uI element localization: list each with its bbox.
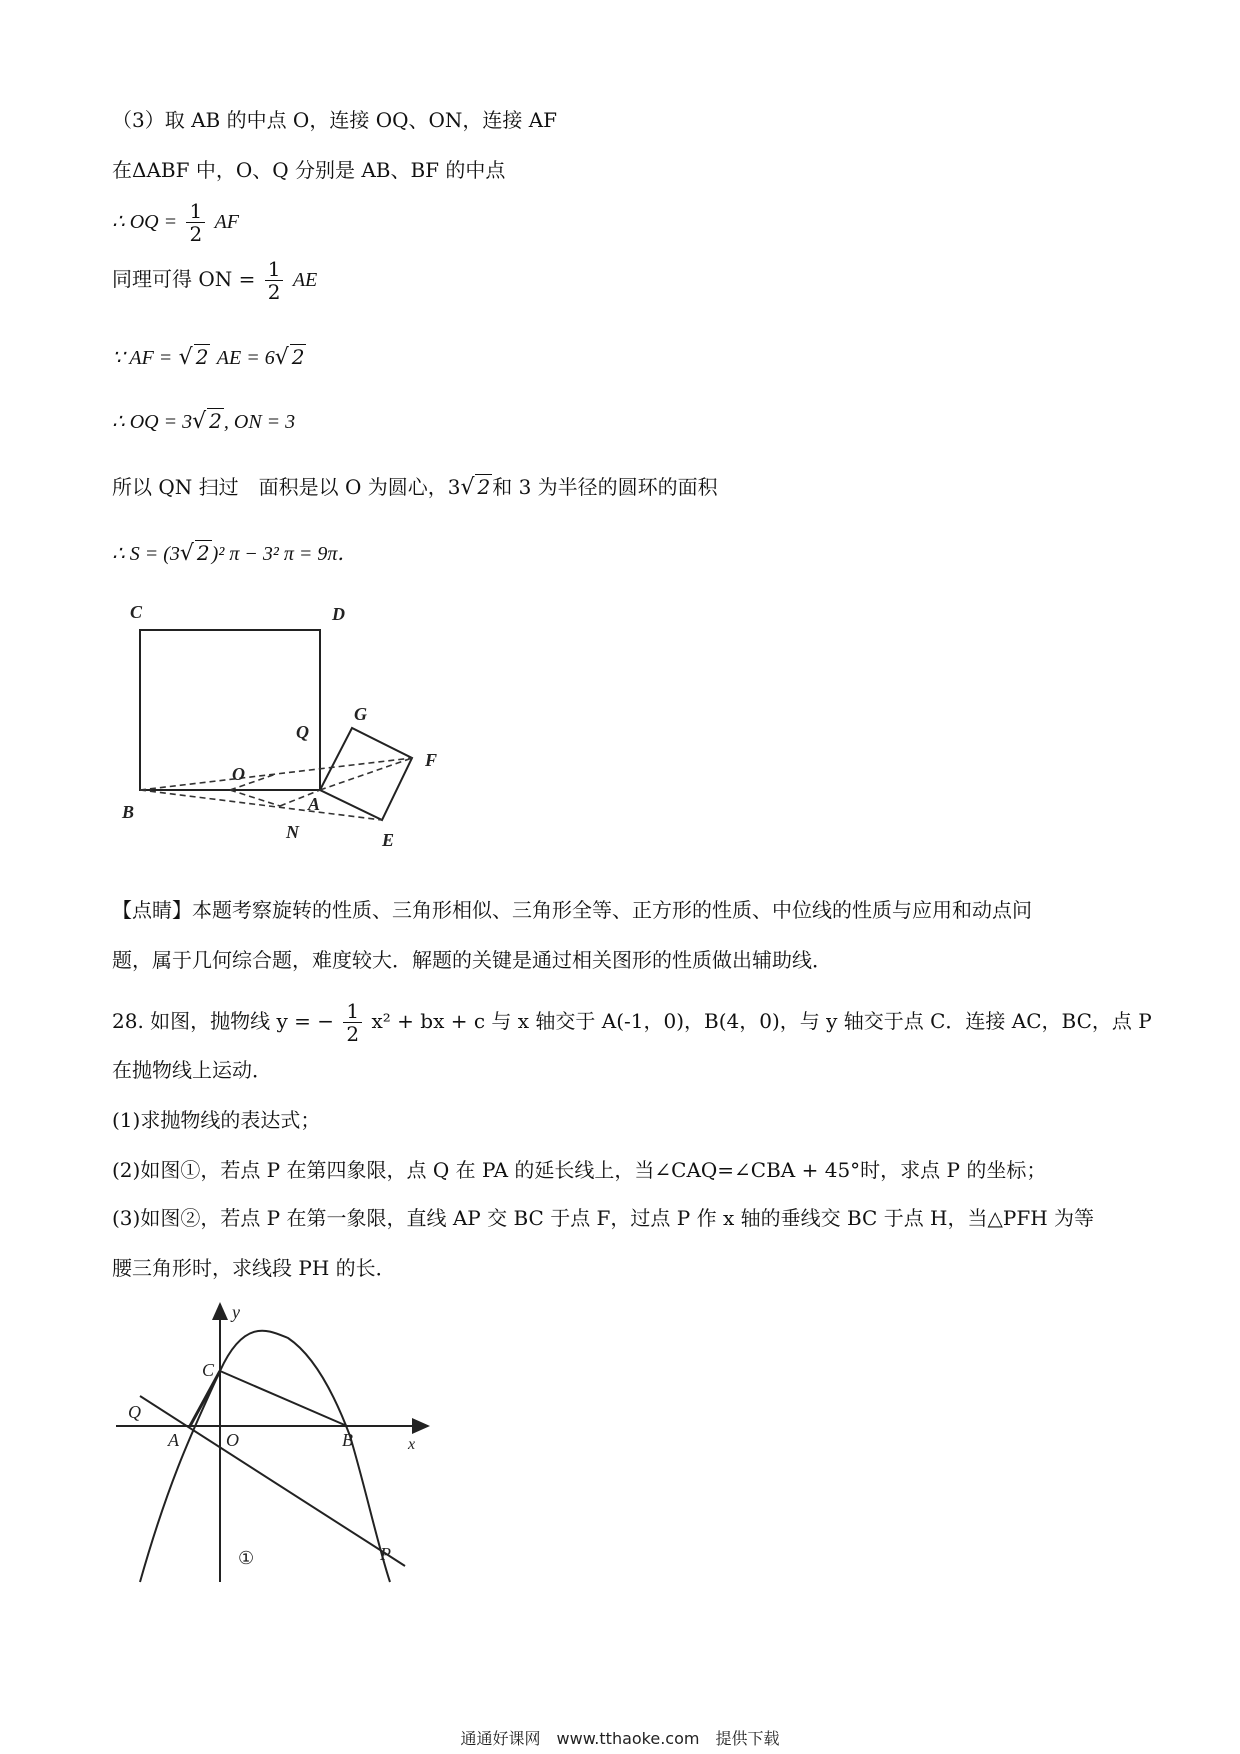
problem28-q3b: 腰三角形时，求线段 PH 的长． [112, 1256, 396, 1280]
parabola-figure-2 [110, 1296, 440, 1586]
page-footer: 通通好课网 www.tthaoke.com 提供下载 [460, 1729, 780, 1748]
comment-line-1: 【点睛】本题考察旋转的性质、三角形相似、三角形全等、正方形的性质、中位线的性质与应用和动点问 [112, 898, 1032, 922]
fraction-half [343, 1000, 362, 1045]
label-d: D [332, 604, 345, 624]
sqrt-sign: √ [274, 345, 289, 370]
eq-oq-prefix: ∴ OQ = [112, 211, 178, 233]
label-c2: C [202, 1360, 215, 1380]
area-eq-c: )² π − 3² π = 9π． [211, 543, 358, 565]
label-q2: Q [128, 1402, 141, 1422]
sqrt-sign: √ [192, 409, 207, 434]
sqrt-radicand: 2 [291, 345, 305, 369]
sqrt-sign: √ [460, 475, 475, 500]
problem28-q1: (1)求抛物线的表达式； [112, 1108, 321, 1132]
sqrt-radicand: 2 [209, 409, 222, 433]
eq-oq-suffix: AF [214, 211, 239, 233]
label-y: y [232, 1302, 240, 1322]
eq-af-c: AE = 6 [216, 347, 275, 369]
eq-oq-on-a: ∴ OQ = 3 [112, 411, 193, 433]
solution-line-6 [112, 408, 295, 435]
label-e: E [382, 830, 395, 850]
geometry-figure-1 [120, 590, 480, 870]
problem28-q2: (2)如图①，若点 P 在第四象限，点 Q 在 PA 的延长线上，当∠CAQ=∠CBA + 45°时，求点 P 的坐标； [112, 1158, 1047, 1182]
figure-tag: ① [238, 1548, 255, 1568]
segment-be [140, 790, 382, 820]
solution-line-7 [112, 474, 718, 501]
fraction-half [265, 258, 284, 303]
label-q: Q [296, 722, 309, 742]
sqrt-sign: √ [178, 345, 193, 370]
label-o2: O [226, 1430, 239, 1450]
line-qp [140, 1396, 405, 1566]
square-aefg [320, 728, 412, 820]
label-b: B [122, 802, 135, 822]
fraction-denominator: 2 [189, 222, 203, 246]
solution-line-8 [112, 540, 357, 567]
fraction-denominator: 2 [346, 1022, 360, 1046]
solution-line-3 [112, 200, 239, 245]
label-f: F [425, 750, 438, 770]
sqrt-radicand: 2 [195, 345, 209, 369]
label-o: O [232, 764, 245, 784]
label-a2: A [168, 1430, 179, 1450]
solution-line-2: 在ΔABF 中，O、Q 分别是 AB、BF 的中点 [112, 158, 506, 182]
fraction-numerator: 1 [186, 200, 205, 223]
solution-line-4 [112, 258, 317, 303]
area-eq-a: ∴ S = (3 [112, 543, 180, 565]
fraction-denominator: 2 [267, 280, 281, 304]
problem28-stem [112, 1000, 1152, 1045]
label-g: G [354, 704, 367, 724]
fraction-numerator: 1 [343, 1000, 362, 1023]
solution-line-1: （3）取 AB 的中点 O，连接 OQ、ON，连接 AF [112, 108, 558, 132]
fraction-numerator: 1 [265, 258, 284, 281]
segment-cb [220, 1371, 347, 1426]
problem28-q3a: (3)如图②，若点 P 在第一象限，直线 AP 交 BC 于点 F，过点 P 作 x 轴的垂线交 BC 于点 H，当△PFH 为等 [112, 1206, 1095, 1230]
problem28-stem-a: 28. 如图，抛物线 y = − [112, 1009, 335, 1033]
ring-text-a: 所以 QN 扫过 面积是以 O 为圆心，3 [112, 475, 461, 499]
comment-line-2: 题，属于几何综合题，难度较大．解题的关键是通过相关图形的性质做出辅助线． [112, 948, 832, 972]
label-p2: P [380, 1544, 391, 1564]
label-c: C [130, 602, 143, 622]
eq-on-prefix: 同理可得 ON = [112, 267, 256, 291]
solution-line-5 [112, 344, 306, 371]
eq-af-a: ∵ AF = [112, 347, 173, 369]
sqrt-radicand: 2 [196, 541, 210, 565]
label-b2: B [342, 1430, 353, 1450]
fraction-half [186, 200, 205, 245]
ring-text-c: 和 3 为半径的圆环的面积 [492, 475, 718, 499]
label-n: N [286, 822, 299, 842]
sqrt-sign: √ [179, 541, 194, 566]
eq-on-suffix: AE [292, 269, 318, 291]
problem28-stem-c: 在抛物线上运动． [112, 1058, 272, 1082]
problem28-stem-b: x² + bx + c 与 x 轴交于 A(-1，0)，B(4，0)，与 y 轴交于点 C．连接 AC，BC，点 P [371, 1009, 1152, 1033]
label-x: x [408, 1436, 416, 1453]
parabola-curve [140, 1331, 390, 1582]
sqrt-radicand: 2 [477, 475, 491, 499]
eq-oq-on-c: , ON = 3 [223, 411, 296, 433]
label-a: A [308, 794, 321, 814]
square-abcd [140, 630, 320, 790]
